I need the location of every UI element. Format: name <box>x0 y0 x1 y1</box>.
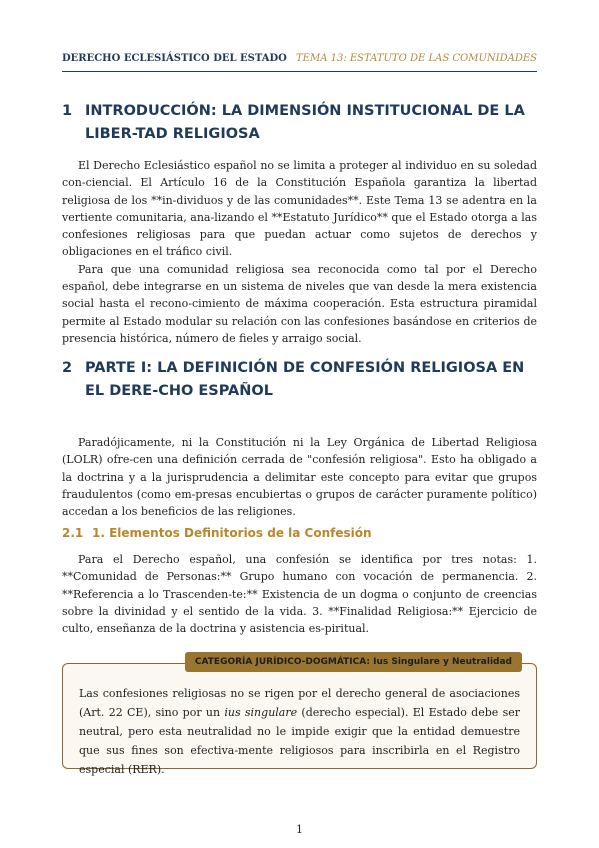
header-left-title: DERECHO ECLESIÁSTICO DEL ESTADO <box>62 52 287 64</box>
section-1-body <box>62 157 537 347</box>
section-2-title: PARTE I: LA DEFINICIÓN DE CONFESIÓN RELIGIOSA EN EL DERE-CHO ESPAÑOL <box>85 360 525 399</box>
subsection-2-1-body <box>62 551 537 637</box>
subsection-2-1-heading <box>62 524 537 542</box>
callout-text-italic: ius singulare <box>224 706 298 719</box>
paragraph: Para que una comunidad religiosa sea reconocida como tal por el Derecho español, debe integrarse en un sistema de niveles que van desde la mera existencia social hasta el recono-cimiento de máxima cooperación. Esta estructura piramidal permite al Estado modular su relación con las confesiones basándose en criterios de presencia histórica, número de fieles y arraigo social. <box>62 262 537 345</box>
paragraph: Para el Derecho español, una confesión se identifica por tres notas: 1. **Comunidad de Personas:** Grupo humano con vocación de permanencia. 2. **Referencia a lo Trascenden-te:** Existencia de un dogma o conjunto de creencias sobre la divinidad y el sentido de la vida. 3. **Finalidad Religiosa:** Ejercicio de culto, enseñanza de la doctrina y asistencia es-piritual. <box>62 553 537 636</box>
running-header <box>62 48 537 68</box>
section-1-heading <box>62 100 537 146</box>
paragraph: El Derecho Eclesiástico español no se limita a proteger al individuo en su soledad con-ciencial. El Artículo 16 de la Constitución Española garantiza la libertad religiosa de los **in-dividuos y de las comunidades**. Este Tema 13 se adentra en la vertiente comunitaria, ana-lizando el **Estatuto Jurídico** que el Estado otorga a las confesiones religiosas para que puedan actuar como sujetos de derechos y obligaciones en el tráfico civil. <box>62 159 537 259</box>
subsection-2-1-title: 1. Elementos Definitorios de la Confesión <box>92 526 372 540</box>
header-rule <box>62 71 537 72</box>
paragraph: Paradójicamente, ni la Constitución ni la Ley Orgánica de Libertad Religiosa (LOLR) ofre-cen una definición cerrada de "confesión religiosa". Esto ha obligado a la doctrina y a la jurisprudencia a delimitar este concepto para evitar que grupos fraudulentos (como em-presas encubiertas o grupos de carácter puramente político) accedan a los beneficios de las religiones. <box>62 436 537 519</box>
callout-text <box>79 684 520 779</box>
section-2-body <box>62 434 537 520</box>
section-1-title: INTRODUCCIÓN: LA DIMENSIÓN INSTITUCIONAL DE LA LIBER-TAD RELIGIOSA <box>85 103 525 142</box>
callout-text-start: Las confesiones religiosas no se rigen por el derecho general de asociaciones (Art. 22 CE), sino por un <box>79 687 520 719</box>
section-1-number: 1 <box>62 103 73 119</box>
section-2-heading <box>62 357 537 403</box>
section-2-number: 2 <box>62 360 73 376</box>
callout-label: CATEGORÍA JURÍDICO-DOGMÁTICA: Ius Singulare y Neutralidad <box>185 652 522 672</box>
callout-box <box>62 657 537 776</box>
header-right-title: TEMA 13: ESTATUTO DE LAS COMUNIDADES <box>296 52 537 64</box>
callout-text-end: (derecho especial). El Estado debe ser neutral, pero esta neutralidad no le impide exigir que la entidad demuestre que sus fines son efectiva-mente religiosos para inscribirla en el Registro especial (RER). <box>79 706 520 776</box>
subsection-2-1-number: 2.1 <box>62 526 84 540</box>
page-number: 1 <box>296 823 303 836</box>
